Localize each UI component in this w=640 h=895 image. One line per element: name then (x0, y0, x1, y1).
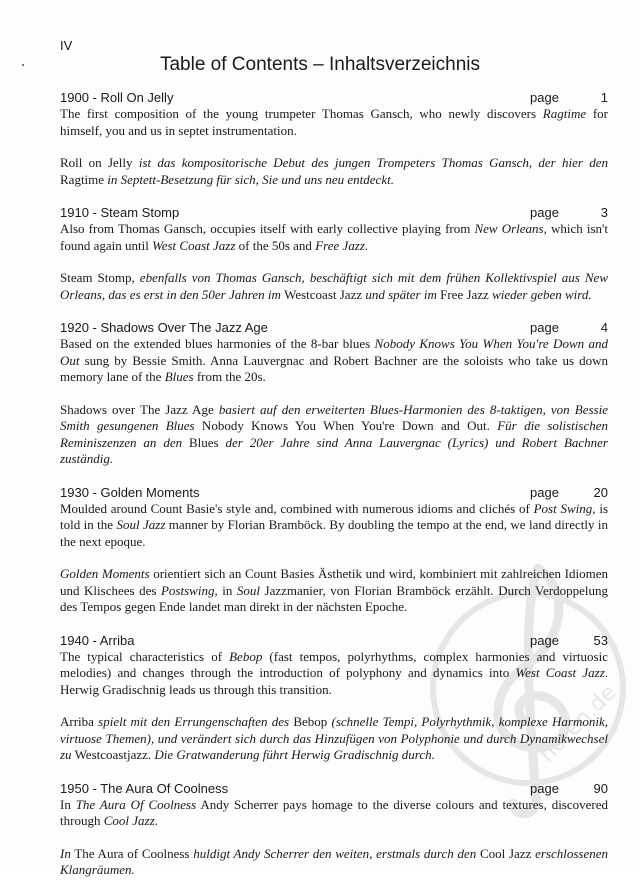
text-segment: orientiert sich an Count Basies Ästhetik und wird, kombiniert mit zahlreichen Idiomen und Klischees des (60, 566, 608, 598)
text-segment: Cool Jazz (103, 813, 155, 828)
toc-entry (60, 319, 608, 468)
watermark-text: noten.de (534, 680, 622, 768)
toc-entry-title: 1910 - Steam Stomp (60, 205, 180, 220)
text-segment: Nobody Knows You When You're Down and Out. (194, 418, 498, 433)
text-segment: New Orleans (474, 221, 544, 236)
toc-entry (60, 780, 608, 879)
text-segment: Golden Moments (60, 566, 150, 581)
toc-entry-page-number: 4 (600, 320, 608, 335)
text-segment: Bebop (289, 714, 332, 729)
description-english (60, 797, 608, 830)
toc-entry-heading (60, 204, 608, 221)
text-segment: , is told in the (60, 500, 609, 532)
description-german (60, 402, 608, 468)
toc-entry-title: 1930 - Golden Moments (60, 484, 200, 500)
text-segment: In (60, 845, 71, 861)
description-english (60, 106, 608, 139)
toc-entry (60, 204, 608, 303)
text-segment: Ragtime (60, 171, 105, 187)
text-segment: Ragtime (542, 106, 587, 121)
page-label: page (530, 205, 559, 220)
toc-entry (60, 89, 608, 188)
text-segment: of the 50s and (235, 237, 316, 253)
text-segment: The typical characteristics of (60, 648, 230, 664)
page-title: Table of Contents – Inhaltsverzeichnis (159, 54, 480, 75)
text-segment: Andy Scherrer pays homage to the diverse colours and textures, discovered through (60, 796, 609, 828)
page-label: page (530, 320, 559, 335)
toc-entry (60, 632, 608, 764)
text-segment: Soul Jazz (116, 517, 166, 532)
text-segment: Arriba (60, 714, 99, 729)
text-segment: In (60, 796, 76, 812)
toc-entry-heading (60, 632, 608, 649)
text-segment: der 20er Jahre sind Anna Lauvergnac (Lyrics) und Robert Bachner zuständig. (60, 434, 608, 466)
toc-entry (60, 484, 608, 616)
text-segment: und später im (362, 286, 441, 302)
text-segment: Free Jazz (315, 237, 365, 253)
text-segment: Jazzmanier, von Florian Bramböck erzählt. Durch Verdoppelung des Tempos gegen Ende landet man direkt in der nächsten Epoche. (60, 582, 608, 614)
text-segment: The first composition of the young trumpeter Thomas Gansch, who newly discovers (60, 106, 543, 121)
description-english (60, 501, 608, 551)
description-english (60, 649, 608, 699)
toc-entry-page-number: 20 (593, 484, 608, 500)
description-english (60, 336, 608, 386)
text-segment: Für die solistischen Reminiszenzen an den (60, 418, 608, 450)
toc-entry-title: 1940 - Arriba (60, 632, 135, 648)
text-segment: Bebop (229, 648, 263, 664)
text-segment: Shadows over The Jazz Age (60, 401, 219, 417)
text-segment: Based on the extended blues harmonies of the 8-bar blues (60, 336, 375, 351)
page-label: page (530, 632, 559, 648)
text-segment: spielt mit den Errungenschaften des (98, 714, 290, 729)
text-segment: The Aura Of Coolness (75, 796, 197, 812)
description-german (60, 566, 608, 616)
text-segment: The Aura of Coolness (70, 845, 194, 861)
text-segment: West Coast Jazz (515, 665, 605, 680)
text-segment: Postswing (160, 582, 215, 598)
text-segment: Westcoastjazz. (71, 747, 155, 762)
text-segment: for himself, you and us in septet instrumentation. (60, 106, 608, 138)
text-segment: Roll on Jelly (60, 155, 139, 170)
text-segment: Blues (164, 369, 194, 384)
description-german (60, 846, 608, 879)
page-label: page (530, 90, 559, 105)
text-segment: . (364, 237, 369, 253)
text-segment: in Septett-Besetzung für sich, Sie und uns neu entdeckt. (104, 171, 394, 187)
text-segment: ebenfalls von Thomas Gansch, beschäftigt sich mit dem frühen Kollektivspiel aus New Orleans, das es erst in den 50er Jahren im (60, 270, 608, 302)
description-german (60, 155, 608, 188)
text-segment: wieder geben wird. (488, 286, 592, 302)
page-number: IV (60, 38, 73, 53)
page-label: page (530, 484, 559, 500)
toc-entry-heading (60, 484, 608, 501)
text-segment: ist das kompositorische Debut des jungen Trompeters Thomas Gansch, der hier den (138, 155, 608, 170)
description-german (60, 714, 608, 764)
text-segment: (schnelle Tempi, Polyrhythmik, komplexe Harmonik, virtuose Themen), und verändert sich durch das Hinzufügen von Polyphonie und durch Dynamikwechsel zu (60, 714, 608, 762)
text-segment: Also from Thomas Gansch, occupies itself with early collective playing from (60, 221, 475, 236)
text-segment: sung by Bessie Smith. Anna Lauvergnac and Robert Bachner are the soloists who take us down memory lane of the (60, 352, 608, 384)
text-segment: , in (214, 582, 237, 598)
text-segment: . Herwig Gradischnig leads us through this transition. (60, 665, 609, 697)
text-segment: Soul (236, 582, 261, 598)
text-segment: Blues (182, 434, 226, 450)
text-segment: erschlossenen Klangräumen. (60, 845, 608, 877)
toc-entry-title: 1900 - Roll On Jelly (60, 90, 174, 105)
text-segment: huldigt Andy Scherrer den weiten, erstmals durch den (193, 845, 477, 861)
text-segment: Westcoast Jazz (284, 286, 363, 302)
description-german (60, 270, 608, 303)
text-segment: from the 20s. (193, 369, 266, 384)
page-label: page (530, 780, 559, 796)
text-segment: manner by Florian Bramböck. By doubling the tempo at the end, we land directly in the next epoque. (60, 517, 608, 549)
toc-entry-page-number: 90 (593, 780, 608, 796)
toc-entry-title: 1950 - The Aura Of Coolness (60, 780, 229, 796)
text-segment: Die Gratwanderung führt Herwig Gradischnig durch. (154, 747, 435, 762)
text-segment: West Coast Jazz (152, 237, 236, 253)
text-segment: Nobody Knows You When You're Down and Out (60, 336, 608, 368)
toc-entry-page-number: 53 (593, 632, 608, 648)
text-segment: basiert auf den erweiterten Blues-Harmonien des 8-taktigen, von Bessie Smith gesungenen Blues (60, 401, 608, 433)
text-segment: Steam Stomp, (60, 270, 140, 285)
text-segment: Post Swing (533, 500, 593, 516)
toc-entry-heading (60, 319, 608, 336)
toc-entry-heading (60, 780, 608, 797)
text-segment: Cool Jazz (476, 845, 536, 861)
text-segment: Moulded around Count Basie's style and, combined with numerous idioms and clichés of (60, 500, 534, 516)
text-segment: Free Jazz (440, 286, 489, 302)
text-segment: , which isn't found again until (60, 221, 609, 253)
text-segment: (fast tempos, polyrhythms, complex harmonies and virtuosic melodies) and changes through the introduction of polyphony and dynamics into (60, 648, 608, 680)
description-english (60, 221, 608, 254)
toc-entry-title: 1920 - Shadows Over The Jazz Age (60, 320, 268, 335)
toc-entry-page-number: 1 (600, 90, 608, 105)
toc-entry-heading (60, 89, 608, 106)
text-segment: . (154, 813, 158, 828)
toc-entries (60, 89, 608, 895)
toc-entry-page-number: 3 (600, 205, 608, 220)
